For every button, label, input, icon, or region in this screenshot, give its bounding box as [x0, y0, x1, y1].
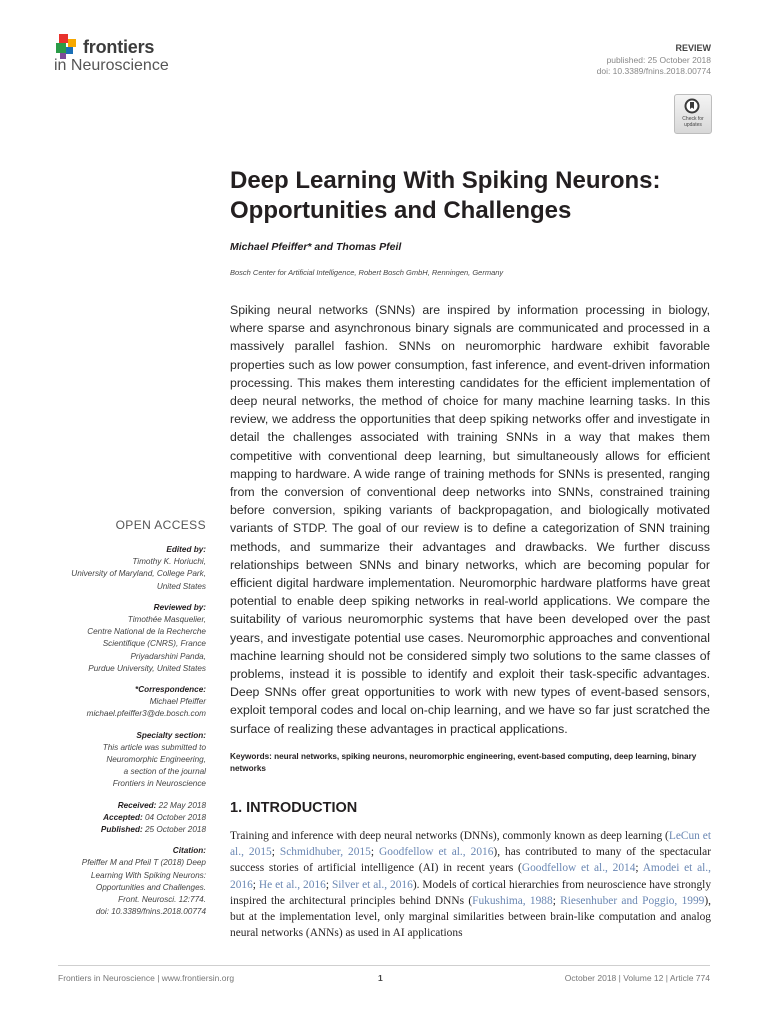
citation-link[interactable]: Amodei et al., 2016 [230, 862, 711, 891]
intro-text: ; [552, 894, 561, 907]
intro-text: ), has contributed to many of the spectacular success stories of artificial intelligence (AI) in recent years ( [230, 846, 712, 875]
received-date: Received: 22 May 2018 [117, 800, 206, 810]
journal-name: in Neuroscience [54, 57, 169, 74]
reviewer-affiliation: Centre National de la Recherche [87, 627, 206, 637]
correspondence-label: *Correspondence: [135, 685, 206, 695]
reviewed-by-label: Reviewed by: [153, 602, 206, 612]
citation-link[interactable]: Schmidhuber, 2015 [279, 846, 371, 859]
specialty-line: This article was submitted to [102, 742, 206, 752]
intro-paragraph [230, 828, 711, 941]
article-title: Deep Learning With Spiking Neurons: Opportunities and Challenges [230, 167, 661, 224]
doi-link[interactable]: doi: 10.3389/fnins.2018.00774 [596, 66, 711, 76]
citation-doi[interactable]: doi: 10.3389/fnins.2018.00774 [95, 907, 206, 917]
editor-country: United States [156, 581, 206, 591]
citation-link[interactable]: Riesenhuber and Poggio, 1999 [560, 894, 705, 907]
editor-name[interactable]: Timothy K. Horiuchi, [132, 557, 206, 567]
specialty-line: a section of the journal [123, 767, 206, 777]
specialty-line: Neuromorphic Engineering, [106, 755, 206, 765]
article-info-sidebar [26, 544, 206, 918]
specialty-section-label: Specialty section: [136, 730, 206, 740]
citation-label: Citation: [172, 846, 206, 856]
reviewer-name[interactable]: Priyadarshini Panda, [130, 651, 206, 661]
citation-link[interactable]: Goodfellow et al., 2014 [521, 862, 636, 875]
correspondence-name: Michael Pfeiffer [149, 697, 206, 707]
intro-text: ; [325, 878, 332, 891]
citation-link[interactable]: Silver et al., 2016 [331, 878, 413, 891]
intro-text: ; [252, 878, 259, 891]
bookmark-icon [684, 98, 700, 114]
citation-link[interactable]: Fukushima, 1988 [472, 894, 553, 907]
article-type: REVIEW [675, 43, 711, 53]
intro-text: ; [271, 846, 280, 859]
editor-affiliation: University of Maryland, College Park, [71, 569, 206, 579]
citation-line: Pfeiffer M and Pfeil T (2018) Deep [81, 858, 206, 868]
intro-text: ; [635, 862, 643, 875]
citation-link[interactable]: LeCun et al., 2015 [230, 830, 711, 859]
journal-brand: frontiers [83, 37, 155, 57]
article-authors: Michael Pfeiffer* and Thomas Pfeil [230, 241, 402, 253]
intro-text: Training and inference with deep neural networks (DNNs), commonly known as deep learning ( [230, 830, 669, 842]
check-for-updates-button[interactable] [674, 94, 712, 134]
specialty-line: Frontiers in Neuroscience [112, 779, 206, 789]
journal-logo[interactable] [54, 32, 224, 80]
citation-link[interactable]: Goodfellow et al., 2016 [379, 846, 494, 859]
reviewer-affiliation: Purdue University, United States [88, 663, 206, 673]
published-date: published: 25 October 2018 [606, 55, 711, 65]
author-affiliation: Bosch Center for Artificial Intelligence, Robert Bosch GmbH, Renningen, Germany [230, 268, 504, 277]
edited-by-label: Edited by: [166, 545, 206, 554]
citation-link[interactable]: He et al., 2016 [258, 878, 326, 891]
published-date-sidebar: Published: 25 October 2018 [100, 825, 206, 835]
keywords: Keywords: neural networks, spiking neurons, neuromorphic engineering, event-based computing, deep learning, binary networks [230, 752, 697, 773]
page-number: 1 [378, 973, 383, 983]
citation-line: Learning With Spiking Neurons: [90, 870, 206, 880]
reviewer-affiliation: Scientifique (CNRS), France [102, 639, 206, 649]
footer-issue-info: October 2018 | Volume 12 | Article 774 [564, 973, 710, 983]
intro-text: ). Models of cortical hierarchies from neuroscience have strongly inspired the architectural principles behind DNNs ( [230, 878, 712, 907]
intro-text: ; [370, 846, 380, 859]
citation-line: Front. Neurosci. 12:774. [118, 895, 206, 905]
footer-divider [58, 965, 710, 966]
intro-text: ), but at the implementation level, only marginal similarities between brain-like computation and analog neural networks (ANNs) as used in AI applications [230, 894, 712, 940]
footer-journal-link[interactable]: Frontiers in Neuroscience | www.frontiersin.org [58, 973, 235, 983]
abstract: Spiking neural networks (SNNs) are inspired by information processing in biology, where sparse and asynchronous binary signals are communicated and processed in a massively parallel fashion. SNNs on neuromorphic hardware exhibit favorable properties such as low power consumption, fast inference, and event-driven information processing. This makes them interesting candidates for the efficient implementation of deep neural networks, the method of choice for many machine learning tasks. In this review, we address the opportunities that deep spiking networks offer and investigate in detail the challenges associated with training SNNs in a way that makes them competitive with conventional deep learning, but simultaneously allows for efficient mapping to hardware. A wide range of training methods for SNNs is presented, ranging from the conversion of conventional deep networks into SNNs, constrained training before conversion, spiking variants of backpropagation, and biologically motivated variants of STDP. The goal of our review is to define a categorization of SNN training methods, and summarize their advantages and drawbacks. We further discuss relationships between SNNs and binary networks, which are becoming popular for efficient digital hardware implementation. Neuromorphic hardware platforms have great potential to enable deep spiking networks in real-world applications. We compare the suitability of various neuromorphic systems that have been developed over the past years, and investigate potential use cases. Neuromorphic approaches and conventional machine learning should not be considered simply two solutions to the same classes of problems, instead it is possible to identify and exploit their task-specific advantages. Deep SNNs offer great opportunities to work with new types of event-based sensors, exploit temporal codes and local on-chip learning, and we have so far just scratched the surface of realizing these advantages in practical applications. [230, 303, 710, 736]
reviewer-name[interactable]: Timothée Masquelier, [127, 615, 206, 625]
citation-line: Opportunities and Challenges. [95, 882, 206, 892]
check-for-updates-label: Check for updates [682, 116, 704, 128]
section-heading: 1. INTRODUCTION [230, 800, 358, 816]
accepted-date: Accepted: 04 October 2018 [103, 812, 206, 822]
open-access-label: OPEN ACCESS [115, 518, 206, 532]
correspondence-email[interactable]: michael.pfeiffer3@de.bosch.com [86, 709, 206, 719]
